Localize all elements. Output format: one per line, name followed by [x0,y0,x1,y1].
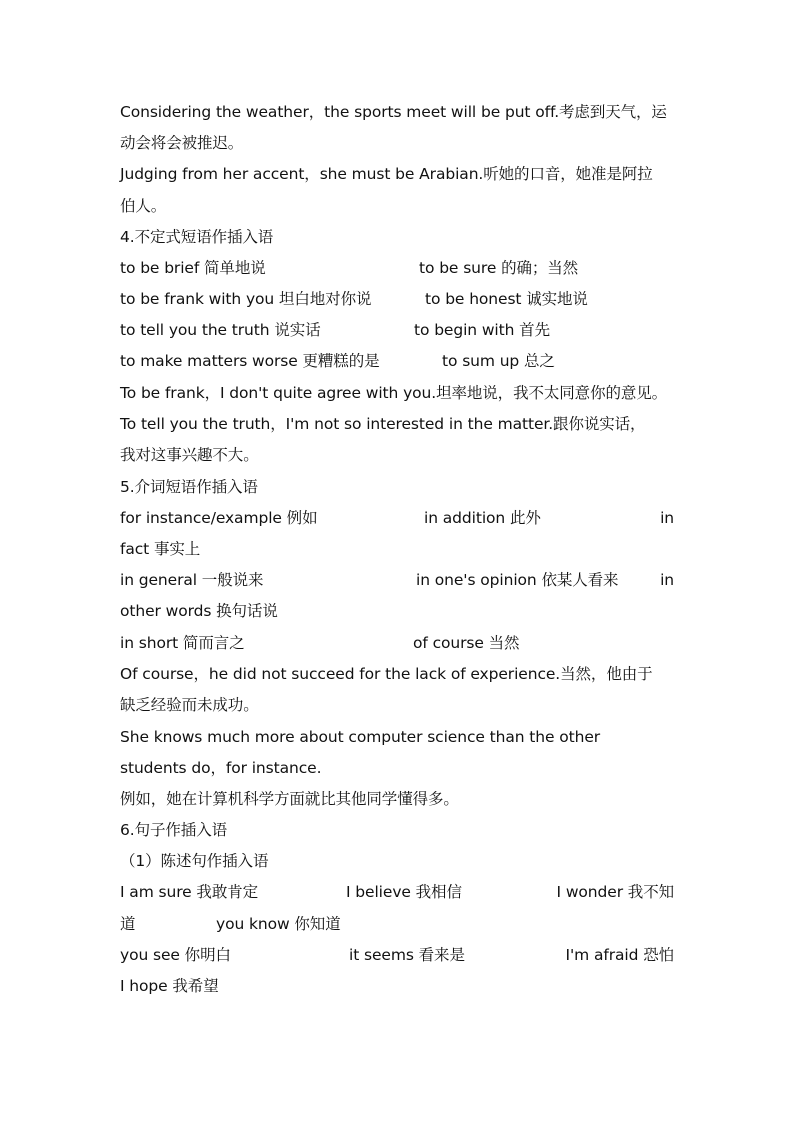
phrase-for-instance: for instance/example 例如 [120,509,318,527]
clause-row-1 [120,882,674,902]
clause-i-wonder-end: 道 [120,915,136,933]
example-instance-line-3: 例如，她在计算机科学方面就比其他同学懂得多。 [120,790,459,808]
section-heading-4: 4.不定式短语作插入语 [120,228,274,246]
phrase-to-be-sure: to be sure 的确；当然 [419,259,579,277]
example-instance-line-2: students do，for instance. [120,759,322,777]
prep-row-1 [120,508,674,528]
phrase-row-3 [120,320,674,340]
example-course-line-1: Of course，he did not succeed for the lack of experience.当然，他由于 [120,665,653,683]
prep-row-5 [120,633,674,653]
phrase-matters-worse: to make matters worse 更糟糕的是 [120,352,380,370]
example-accent-line-1: Judging from her accent，she must be Arabian.听她的口音，她准是阿拉 [120,165,653,183]
phrase-to-sum-up: to sum up 总之 [442,352,555,370]
clause-i-wonder-start: I wonder 我不知 [556,883,674,901]
phrase-in-addition: in addition 此外 [424,509,541,527]
phrase-in-ones-opinion: in one's opinion 依某人看来 [416,571,619,589]
example-course-line-2: 缺乏经验而未成功。 [120,696,259,714]
phrase-row-2 [120,289,674,309]
subsection-heading-6-1: （1）陈述句作插入语 [120,852,269,870]
phrase-to-be-frank: to be frank with you 坦白地对你说 [120,290,372,308]
phrase-in-other-words-start: in [660,571,674,589]
phrase-in-fact-start: in [660,509,674,527]
clause-i-hope: I hope 我希望 [120,977,219,995]
example-instance-line-1: She knows much more about computer science than the other [120,728,601,746]
section-heading-5: 5.介词短语作插入语 [120,478,258,496]
example-truth-line-1: To tell you the truth，I'm not so interested in the matter.跟你说实话， [120,415,646,433]
example-frank-line: To be frank，I don't quite agree with you.坦率地说，我不太同意你的意见。 [120,384,668,402]
clause-row-2 [120,914,674,934]
example-accent-line-2: 伯人。 [120,197,167,215]
phrase-row-4 [120,351,674,371]
example-weather-line-1: Considering the weather，the sports meet will be put off.考虑到天气，运 [120,103,667,121]
clause-it-seems: it seems 看来是 [349,946,465,964]
phrase-in-general: in general 一般说来 [120,571,264,589]
clause-you-see: you see 你明白 [120,946,231,964]
phrase-to-be-honest: to be honest 诚实地说 [425,290,588,308]
example-weather-line-2: 动会将会被推迟。 [120,134,244,152]
phrase-row-1 [120,258,674,278]
example-truth-line-2: 我对这事兴趣不大。 [120,446,259,464]
phrase-to-be-brief: to be brief 简单地说 [120,259,266,277]
clause-i-am-sure: I am sure 我敢肯定 [120,883,259,901]
section-heading-6: 6.句子作插入语 [120,821,227,839]
phrase-to-tell-truth: to tell you the truth 说实话 [120,321,321,339]
phrase-in-other-words-end: other words 换句话说 [120,602,278,620]
prep-row-3 [120,570,674,590]
clause-row-3 [120,945,674,965]
clause-im-afraid: I'm afraid 恐怕 [565,946,674,964]
phrase-of-course: of course 当然 [413,634,520,652]
clause-you-know: you know 你知道 [216,915,341,933]
clause-i-believe: I believe 我相信 [346,883,462,901]
phrase-to-begin-with: to begin with 首先 [414,321,550,339]
phrase-in-short: in short 简而言之 [120,634,245,652]
phrase-in-fact-end: fact 事实上 [120,540,201,558]
